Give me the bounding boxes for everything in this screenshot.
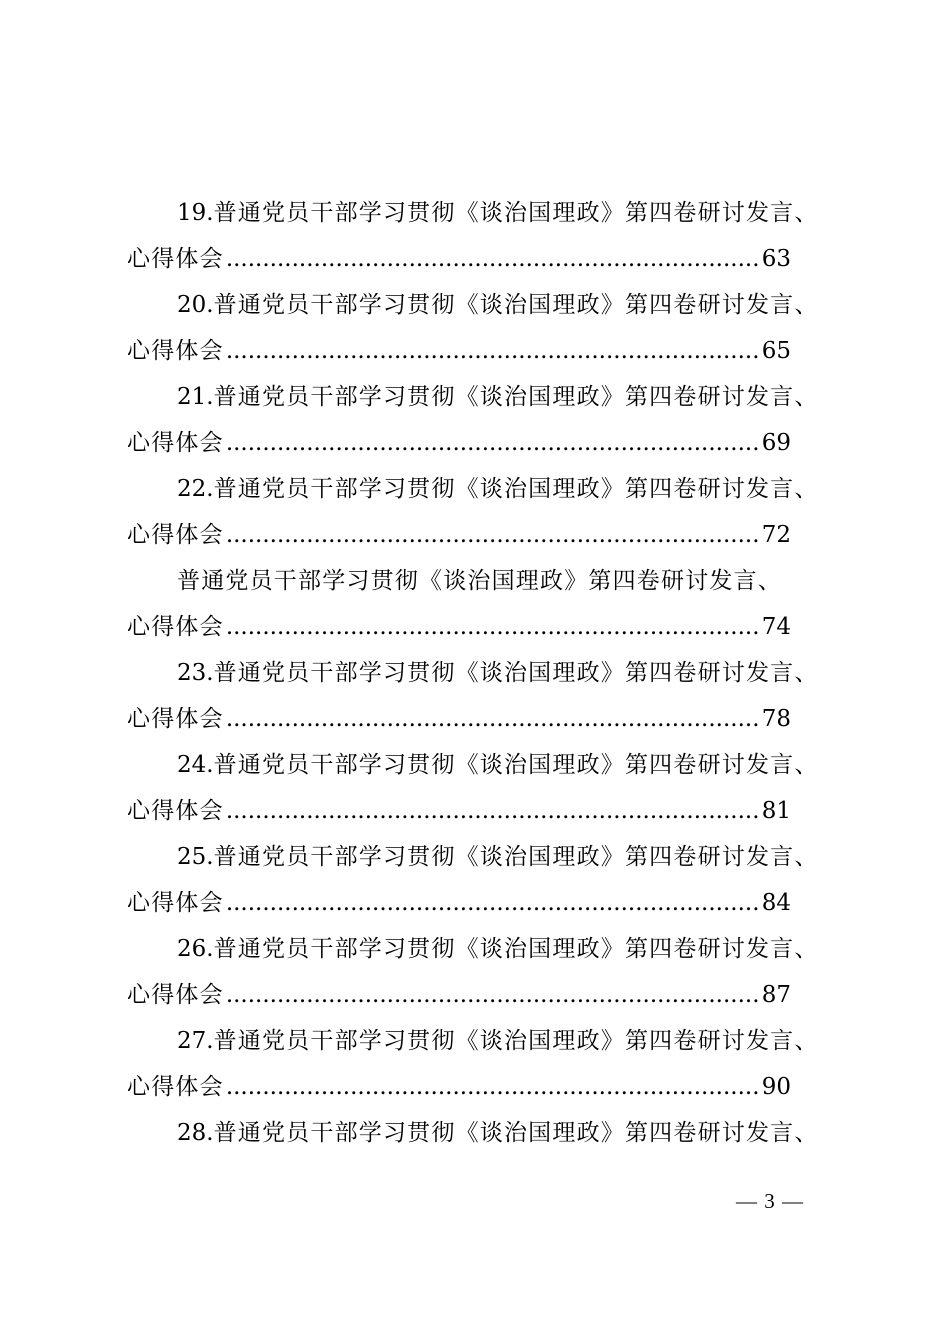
toc-entry-title-line: [127, 1110, 843, 1156]
toc-entry-page: 90: [761, 1074, 791, 1100]
dot-leader: [226, 328, 760, 374]
toc-entry-continuation-line: [127, 972, 843, 1018]
toc-entry-continuation: 心得体会: [127, 430, 224, 456]
dot-leader: [226, 788, 760, 834]
toc-entry[interactable]: [127, 374, 843, 466]
toc-entry-title-line: [127, 466, 843, 512]
toc-entry-continuation: 心得体会: [127, 338, 224, 364]
table-of-contents: [127, 190, 843, 1156]
toc-entry[interactable]: [127, 926, 843, 1018]
page-number: — 3 —: [736, 1189, 804, 1213]
toc-entry-title: 普通党员干部学习贯彻《谈治国理政》第四卷研讨发言、: [213, 660, 819, 686]
toc-entry-continuation-line: [127, 604, 843, 650]
toc-entry-continuation-line: [127, 788, 843, 834]
toc-entry-number: 26.: [177, 936, 214, 962]
toc-entry-title: 普通党员干部学习贯彻《谈治国理政》第四卷研讨发言、: [213, 292, 819, 318]
toc-entry-continuation: 心得体会: [127, 706, 224, 732]
toc-entry[interactable]: [127, 558, 843, 650]
toc-entry[interactable]: [127, 1018, 843, 1110]
toc-entry-title: 普通党员干部学习贯彻《谈治国理政》第四卷研讨发言、: [213, 844, 819, 870]
dot-leader: [226, 972, 760, 1018]
toc-entry-title-line: [127, 650, 843, 696]
toc-entry-title: 普通党员干部学习贯彻《谈治国理政》第四卷研讨发言、: [213, 476, 819, 502]
toc-entry-page: 63: [761, 246, 791, 272]
toc-entry-page: 74: [761, 614, 791, 640]
toc-entry[interactable]: [127, 466, 843, 558]
toc-entry-title: 普通党员干部学习贯彻《谈治国理政》第四卷研讨发言、: [213, 1028, 819, 1054]
toc-entry-number: 22.: [177, 476, 214, 502]
toc-entry-title-line: [127, 374, 843, 420]
toc-entry[interactable]: [127, 282, 843, 374]
toc-entry[interactable]: [127, 742, 843, 834]
toc-entry-title: 普通党员干部学习贯彻《谈治国理政》第四卷研讨发言、: [213, 936, 819, 962]
toc-entry-number: 23.: [177, 660, 214, 686]
toc-entry[interactable]: [127, 190, 843, 282]
toc-entry-title-line: [127, 558, 843, 604]
toc-entry-continuation: 心得体会: [127, 614, 224, 640]
toc-entry-continuation-line: [127, 880, 843, 926]
toc-entry-page: 87: [761, 982, 791, 1008]
toc-entry-page: 65: [761, 338, 791, 364]
toc-entry[interactable]: [127, 1110, 843, 1156]
toc-entry-number: 19.: [177, 200, 214, 226]
toc-entry-continuation-line: [127, 420, 843, 466]
toc-entry-page: 81: [761, 798, 791, 824]
toc-entry-number: 27.: [177, 1028, 214, 1054]
dot-leader: [226, 420, 760, 466]
toc-entry-continuation: 心得体会: [127, 246, 224, 272]
toc-entry-continuation: 心得体会: [127, 522, 224, 548]
toc-entry-continuation: 心得体会: [127, 798, 224, 824]
toc-entry-title: 普通党员干部学习贯彻《谈治国理政》第四卷研讨发言、: [213, 752, 819, 778]
toc-entry-number: 20.: [177, 292, 214, 318]
toc-entry-number: 25.: [177, 844, 214, 870]
dot-leader: [226, 512, 760, 558]
dot-leader: [226, 1064, 760, 1110]
toc-entry-continuation-line: [127, 512, 843, 558]
toc-entry-title-line: [127, 190, 843, 236]
dot-leader: [226, 236, 760, 282]
toc-entry-continuation-line: [127, 696, 843, 742]
toc-entry-page: 84: [761, 890, 791, 916]
toc-entry-title-line: [127, 834, 843, 880]
toc-entry-page: 69: [761, 430, 791, 456]
toc-entry-title-line: [127, 282, 843, 328]
toc-entry-continuation: 心得体会: [127, 1074, 224, 1100]
toc-entry-continuation: 心得体会: [127, 890, 224, 916]
dot-leader: [226, 696, 760, 742]
toc-entry-title-line: [127, 926, 843, 972]
toc-entry-continuation-line: [127, 1064, 843, 1110]
toc-entry-title: 普通党员干部学习贯彻《谈治国理政》第四卷研讨发言、: [213, 1120, 819, 1146]
toc-entry-number: 21.: [177, 384, 214, 410]
toc-entry-title-line: [127, 1018, 843, 1064]
dot-leader: [226, 880, 760, 926]
toc-entry[interactable]: [127, 834, 843, 926]
toc-entry-title: 普通党员干部学习贯彻《谈治国理政》第四卷研讨发言、: [213, 384, 819, 410]
toc-entry-number: 28.: [177, 1120, 214, 1146]
toc-entry-continuation-line: [127, 236, 843, 282]
toc-entry-title: 普通党员干部学习贯彻《谈治国理政》第四卷研讨发言、: [177, 568, 782, 594]
toc-entry-page: 72: [761, 522, 791, 548]
toc-entry-continuation-line: [127, 328, 843, 374]
toc-entry-number: 24.: [177, 752, 214, 778]
toc-entry[interactable]: [127, 650, 843, 742]
toc-entry-title-line: [127, 742, 843, 788]
toc-entry-title: 普通党员干部学习贯彻《谈治国理政》第四卷研讨发言、: [213, 200, 819, 226]
dot-leader: [226, 604, 760, 650]
toc-entry-continuation: 心得体会: [127, 982, 224, 1008]
toc-entry-page: 78: [761, 706, 791, 732]
